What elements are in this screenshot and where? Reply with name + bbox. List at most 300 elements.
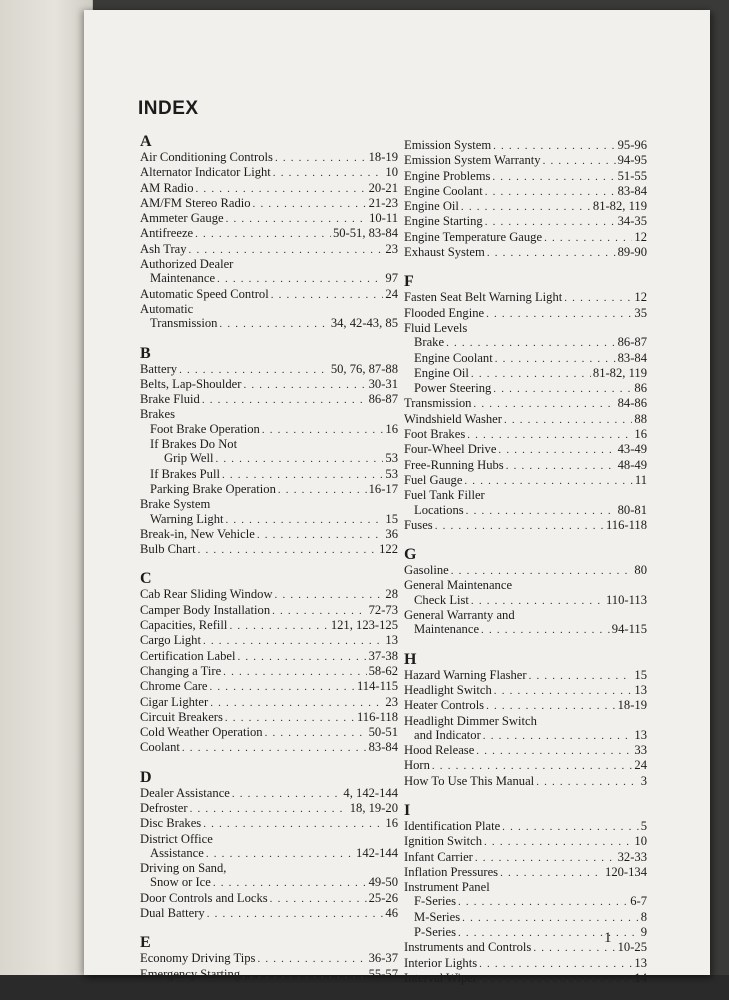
index-entry <box>404 230 647 245</box>
entry-name: F-Series <box>414 894 456 909</box>
dot-leader <box>504 413 632 427</box>
dot-leader <box>458 926 639 940</box>
index-entry <box>404 412 647 427</box>
entry-pages: 36-37 <box>368 951 398 966</box>
entry-name: Brake System <box>140 497 211 512</box>
entry-name: Automatic Speed Control <box>140 286 269 301</box>
entry-pages: 53 <box>385 466 398 481</box>
index-entry <box>404 758 647 773</box>
dot-leader <box>273 166 384 180</box>
entry-name: Automatic <box>140 301 194 316</box>
index-entry <box>404 850 647 865</box>
dot-leader <box>275 151 367 165</box>
dot-leader <box>544 231 632 245</box>
entry-name: Gasoline <box>404 563 449 578</box>
dot-leader <box>479 957 632 971</box>
dot-leader <box>215 452 383 466</box>
entry-pages: 80-81 <box>617 502 647 517</box>
index-entry <box>404 518 647 533</box>
entry-pages: 12 <box>634 229 647 244</box>
index-entry <box>404 321 647 335</box>
index-entry <box>140 664 398 679</box>
index-entry <box>140 786 398 801</box>
dot-leader <box>207 907 384 921</box>
dot-leader <box>432 759 633 773</box>
index-entry <box>404 971 647 986</box>
entry-name: Engine Problems <box>404 168 491 183</box>
index-entry <box>404 956 647 971</box>
entry-name: Fuses <box>404 517 433 532</box>
dot-leader <box>190 802 348 816</box>
entry-name: Cold Weather Operation <box>140 725 263 740</box>
index-entry <box>404 351 647 366</box>
entry-pages: 4, 142-144 <box>343 785 398 800</box>
entry-pages: 36 <box>385 526 398 541</box>
entry-name: Economy Driving Tips <box>140 951 256 966</box>
index-entry <box>404 381 647 396</box>
entry-name: Four-Wheel Drive <box>404 442 497 457</box>
index-entry <box>140 967 398 982</box>
entry-pages: 10-11 <box>369 211 398 226</box>
entry-pages: 21-23 <box>368 195 398 210</box>
dot-leader <box>467 428 632 442</box>
index-page <box>84 10 710 985</box>
entry-name: Locations <box>414 502 464 517</box>
entry-name: Circuit Breakers <box>140 709 223 724</box>
index-entry <box>140 587 398 602</box>
index-entry <box>404 698 647 713</box>
entry-name: Dealer Assistance <box>140 785 230 800</box>
dot-leader <box>446 336 616 350</box>
entry-name: Engine Oil <box>404 199 459 214</box>
dot-leader <box>229 619 328 633</box>
entry-pages: 50, 76, 87-88 <box>330 361 398 376</box>
index-entry <box>140 407 398 421</box>
entry-name: If Brakes Do Not <box>150 437 238 452</box>
dot-leader <box>189 243 384 257</box>
entry-pages: 15 <box>385 511 398 526</box>
index-entry <box>404 290 647 305</box>
entry-pages: 34-35 <box>617 214 647 229</box>
entry-pages: 16-17 <box>368 481 398 496</box>
section-letter-f: F <box>404 273 414 291</box>
dot-leader <box>242 968 366 982</box>
entry-pages: 46 <box>385 906 398 921</box>
facing-page-edge <box>0 0 93 1000</box>
index-entry <box>140 467 398 482</box>
dot-leader <box>529 669 633 683</box>
entry-pages: 50-51, 83-84 <box>332 226 398 241</box>
entry-name: Hazard Warning Flasher <box>404 667 527 682</box>
entry-pages: 13 <box>385 633 398 648</box>
entry-name: Transmission <box>150 316 218 331</box>
entry-name: Horn <box>404 758 430 773</box>
index-entry <box>404 743 647 758</box>
index-entry <box>140 951 398 966</box>
section-letter-e: E <box>140 934 151 952</box>
index-column-left <box>140 133 398 982</box>
entry-name: Brakes <box>140 407 175 422</box>
dot-leader <box>196 182 367 196</box>
entry-name: Snow or Ice <box>150 875 211 890</box>
index-entry <box>404 608 647 622</box>
index-entry <box>140 226 398 241</box>
dot-leader <box>493 139 615 153</box>
entry-name: Battery <box>140 361 178 376</box>
entry-pages: 94-95 <box>617 153 647 168</box>
section-letter-i: I <box>404 801 411 819</box>
entry-name: Transmission <box>404 396 472 411</box>
dot-leader <box>564 291 632 305</box>
dot-leader <box>237 650 366 664</box>
dot-leader <box>182 741 367 755</box>
entry-name: AM/FM Stereo Radio <box>140 195 251 210</box>
index-entry <box>140 211 398 226</box>
entry-pages: 11 <box>634 472 647 487</box>
entry-pages: 120-134 <box>605 864 647 879</box>
index-entry <box>404 503 647 518</box>
index-entry <box>140 649 398 664</box>
index-entry <box>404 153 647 168</box>
index-entry <box>404 169 647 184</box>
entry-name: Infant Carrier <box>404 849 473 864</box>
dot-leader <box>471 367 591 381</box>
entry-pages: 116-118 <box>605 517 647 532</box>
entry-name: Windshield Washer <box>404 411 502 426</box>
dot-leader <box>210 696 383 710</box>
entry-pages: 142-144 <box>356 845 398 860</box>
entry-name: Fuel Gauge <box>404 472 463 487</box>
index-entry <box>140 302 398 316</box>
dot-leader <box>473 397 615 411</box>
entry-pages: 25-26 <box>368 890 398 905</box>
index-entry <box>140 695 398 710</box>
entry-pages: 10 <box>385 165 398 180</box>
index-entry <box>140 316 398 331</box>
dot-leader <box>476 744 632 758</box>
dot-leader <box>462 911 639 925</box>
entry-pages: 51-55 <box>617 168 647 183</box>
index-entry <box>404 819 647 834</box>
entry-pages: 37-38 <box>368 648 398 663</box>
entry-pages: 9 <box>640 925 647 940</box>
index-entry <box>140 181 398 196</box>
dot-leader <box>223 665 366 679</box>
entry-name: Flooded Engine <box>404 305 485 320</box>
section-letter-d: D <box>140 768 152 786</box>
entry-pages: 30-31 <box>368 376 398 391</box>
entry-pages: 23 <box>385 241 398 256</box>
entry-name: Belts, Lap-Shoulder <box>140 376 242 391</box>
entry-pages: 13 <box>634 955 647 970</box>
index-entry <box>140 497 398 511</box>
entry-name: Identification Plate <box>404 818 501 833</box>
index-entry <box>404 366 647 381</box>
dot-leader <box>195 227 331 241</box>
index-entry <box>140 618 398 633</box>
dot-leader <box>179 363 329 377</box>
dot-leader <box>458 895 628 909</box>
index-entry <box>140 633 398 648</box>
index-entry <box>404 910 647 925</box>
dot-leader <box>253 197 367 211</box>
entry-name: Changing a Tire <box>140 663 222 678</box>
index-entry <box>404 488 647 502</box>
dot-leader <box>471 594 604 608</box>
dot-leader <box>492 170 615 184</box>
entry-pages: 81-82, 119 <box>592 365 647 380</box>
index-entry <box>140 150 398 165</box>
index-entry <box>140 832 398 846</box>
dot-leader <box>232 787 342 801</box>
entry-pages: 6-7 <box>630 894 647 909</box>
entry-pages: 32-33 <box>617 849 647 864</box>
entry-name: Bulb Chart <box>140 542 196 557</box>
dot-leader <box>536 775 639 789</box>
entry-name: Instruments and Controls <box>404 940 532 955</box>
entry-pages: 50-51 <box>368 725 398 740</box>
entry-name: P-Series <box>414 925 456 940</box>
entry-name: Assistance <box>150 845 204 860</box>
entry-name: Engine Starting <box>404 214 483 229</box>
entry-pages: 18-19 <box>368 150 398 164</box>
entry-pages: 8 <box>640 909 647 924</box>
index-column-right <box>404 138 647 986</box>
entry-name: Emission System Warranty <box>404 153 541 168</box>
entry-name: Exhaust System <box>404 245 485 260</box>
entry-pages: 55-57 <box>368 966 398 981</box>
entry-pages: 14 <box>634 970 647 985</box>
index-entry <box>404 442 647 457</box>
index-entry <box>404 199 647 214</box>
section-letter-a: A <box>140 133 152 150</box>
index-entry <box>140 242 398 257</box>
index-entry <box>140 196 398 211</box>
entry-name: Headlight Dimmer Switch <box>404 713 537 728</box>
entry-pages: 86-87 <box>617 335 647 350</box>
dot-leader <box>210 680 355 694</box>
dot-leader <box>495 352 616 366</box>
entry-pages: 53 <box>385 451 398 466</box>
entry-pages: 49-50 <box>368 875 398 890</box>
dot-leader <box>272 604 366 618</box>
dot-leader <box>265 726 367 740</box>
entry-pages: 116-118 <box>356 709 398 724</box>
index-entry <box>140 422 398 437</box>
entry-name: Chrome Care <box>140 679 208 694</box>
entry-name: Headlight Switch <box>404 682 492 697</box>
entry-name: Brake Fluid <box>140 392 200 407</box>
entry-name: How To Use This Manual <box>404 773 535 788</box>
entry-pages: 23 <box>385 694 398 709</box>
entry-pages: 86-87 <box>368 392 398 407</box>
entry-name: Dual Battery <box>140 906 205 921</box>
dot-leader <box>278 483 367 497</box>
index-entry <box>404 184 647 199</box>
dot-leader <box>487 246 616 260</box>
entry-name: Inflation Pressures <box>404 864 499 879</box>
entry-pages: 16 <box>634 427 647 442</box>
section-letter-g: G <box>404 546 417 564</box>
index-entry <box>404 335 647 350</box>
entry-pages: 16 <box>385 421 398 436</box>
index-entry <box>140 362 398 377</box>
entry-pages: 81-82, 119 <box>592 199 647 214</box>
dot-leader <box>498 443 615 457</box>
dot-leader <box>479 972 632 986</box>
dot-leader <box>257 952 366 966</box>
page-number: 1 <box>604 930 612 946</box>
index-entry <box>404 458 647 473</box>
index-entry <box>404 880 647 894</box>
index-entry <box>404 865 647 880</box>
entry-pages: 13 <box>634 727 647 742</box>
index-entry <box>140 861 398 875</box>
index-entry <box>404 396 647 411</box>
entry-name: Foot Brakes <box>404 427 466 442</box>
dot-leader <box>502 820 639 834</box>
entry-name: General Maintenance <box>404 578 513 593</box>
dot-leader <box>222 468 383 482</box>
dot-leader <box>435 519 604 533</box>
index-entry <box>140 451 398 466</box>
index-entry <box>404 593 647 608</box>
entry-name: Warning Light <box>150 511 224 526</box>
entry-pages: 84-86 <box>617 396 647 411</box>
index-entry <box>404 728 647 743</box>
index-entry <box>404 138 647 153</box>
entry-name: Parking Brake Operation <box>150 481 276 496</box>
entry-name: Break-in, New Vehicle <box>140 526 255 541</box>
index-entry <box>140 846 398 861</box>
dot-leader <box>203 817 383 831</box>
dot-leader <box>461 200 591 214</box>
entry-name: Engine Coolant <box>414 350 493 365</box>
dot-leader <box>219 317 328 331</box>
index-entry <box>140 542 398 557</box>
entry-name: Camper Body Installation <box>140 602 271 617</box>
entry-name: Coolant <box>140 740 180 755</box>
index-entry <box>140 725 398 740</box>
entry-pages: 24 <box>385 286 398 301</box>
dot-leader <box>485 215 616 229</box>
entry-name: Brake <box>414 335 445 350</box>
dot-leader <box>483 729 633 743</box>
entry-pages: 10 <box>634 834 647 849</box>
entry-pages: 16 <box>385 816 398 831</box>
dot-leader <box>486 307 632 321</box>
entry-name: Interval Wiper <box>404 970 478 985</box>
entry-pages: 114-115 <box>356 679 398 694</box>
entry-name: Driving on Sand, <box>140 861 227 876</box>
entry-name: Cargo Light <box>140 633 201 648</box>
dot-leader <box>213 876 367 890</box>
index-entry <box>404 578 647 592</box>
dot-leader <box>225 513 383 527</box>
dot-leader <box>493 382 632 396</box>
section-letter-b: B <box>140 344 151 362</box>
entry-name: If Brakes Pull <box>150 466 220 481</box>
entry-name: Instrument Panel <box>404 880 490 895</box>
dot-leader <box>217 272 383 286</box>
index-entry <box>140 165 398 180</box>
entry-pages: 95-96 <box>617 138 647 152</box>
section-letter-c: C <box>140 570 152 588</box>
entry-name: and Indicator <box>414 727 481 742</box>
entry-name: Disc Brakes <box>140 816 202 831</box>
entry-pages: 18-19 <box>617 698 647 713</box>
entry-pages: 34, 42-43, 85 <box>330 316 398 331</box>
dot-leader <box>202 393 367 407</box>
entry-pages: 24 <box>634 758 647 773</box>
index-entry <box>140 437 398 451</box>
entry-name: Cigar Lighter <box>140 694 209 709</box>
entry-pages: 28 <box>385 587 398 602</box>
index-entry <box>140 287 398 302</box>
index-entry <box>140 891 398 906</box>
entry-pages: 43-49 <box>617 442 647 457</box>
dot-leader <box>271 288 384 302</box>
dot-leader <box>270 892 367 906</box>
index-entry <box>140 271 398 286</box>
entry-pages: 18, 19-20 <box>349 800 398 815</box>
index-entry <box>404 563 647 578</box>
entry-pages: 94-115 <box>611 622 647 637</box>
index-entry <box>404 774 647 789</box>
entry-name: Maintenance <box>414 622 480 637</box>
entry-pages: 121, 123-125 <box>330 618 398 633</box>
entry-name: Door Controls and Locks <box>140 890 268 905</box>
entry-name: Fluid Levels <box>404 320 468 335</box>
entry-name: Alternator Indicator Light <box>140 165 271 180</box>
entry-pages: 88 <box>634 411 647 426</box>
index-entry <box>140 679 398 694</box>
index-entry <box>404 245 647 260</box>
index-entry <box>140 710 398 725</box>
entry-name: Defroster <box>140 800 188 815</box>
dot-leader <box>494 684 633 698</box>
page-title: INDEX <box>138 98 199 119</box>
entry-name: Fasten Seat Belt Warning Light <box>404 290 563 305</box>
entry-name: Engine Temperature Gauge <box>404 229 543 244</box>
entry-name: Emergency Starting <box>140 966 241 981</box>
entry-name: Check List <box>414 592 469 607</box>
entry-name: Antifreeze <box>140 226 194 241</box>
dot-leader <box>275 588 384 602</box>
entry-name: Fuel Tank Filler <box>404 488 485 503</box>
entry-name: Authorized Dealer <box>140 257 234 272</box>
index-entry <box>140 906 398 921</box>
entry-name: Free-Running Hubs <box>404 457 504 472</box>
dot-leader <box>475 851 616 865</box>
index-entry <box>140 603 398 618</box>
entry-name: Ignition Switch <box>404 834 483 849</box>
index-entry <box>404 668 647 683</box>
dot-leader <box>262 423 384 437</box>
entry-pages: 48-49 <box>617 457 647 472</box>
dot-leader <box>500 866 603 880</box>
dot-leader <box>481 623 610 637</box>
dot-leader <box>225 711 355 725</box>
index-entry <box>140 875 398 890</box>
entry-pages: 110-113 <box>605 592 647 607</box>
entry-pages: 33 <box>634 743 647 758</box>
entry-pages: 13 <box>634 682 647 697</box>
entry-pages: 72-73 <box>368 602 398 617</box>
index-entry <box>140 482 398 497</box>
entry-pages: 3 <box>640 773 647 788</box>
dot-leader <box>451 564 633 578</box>
